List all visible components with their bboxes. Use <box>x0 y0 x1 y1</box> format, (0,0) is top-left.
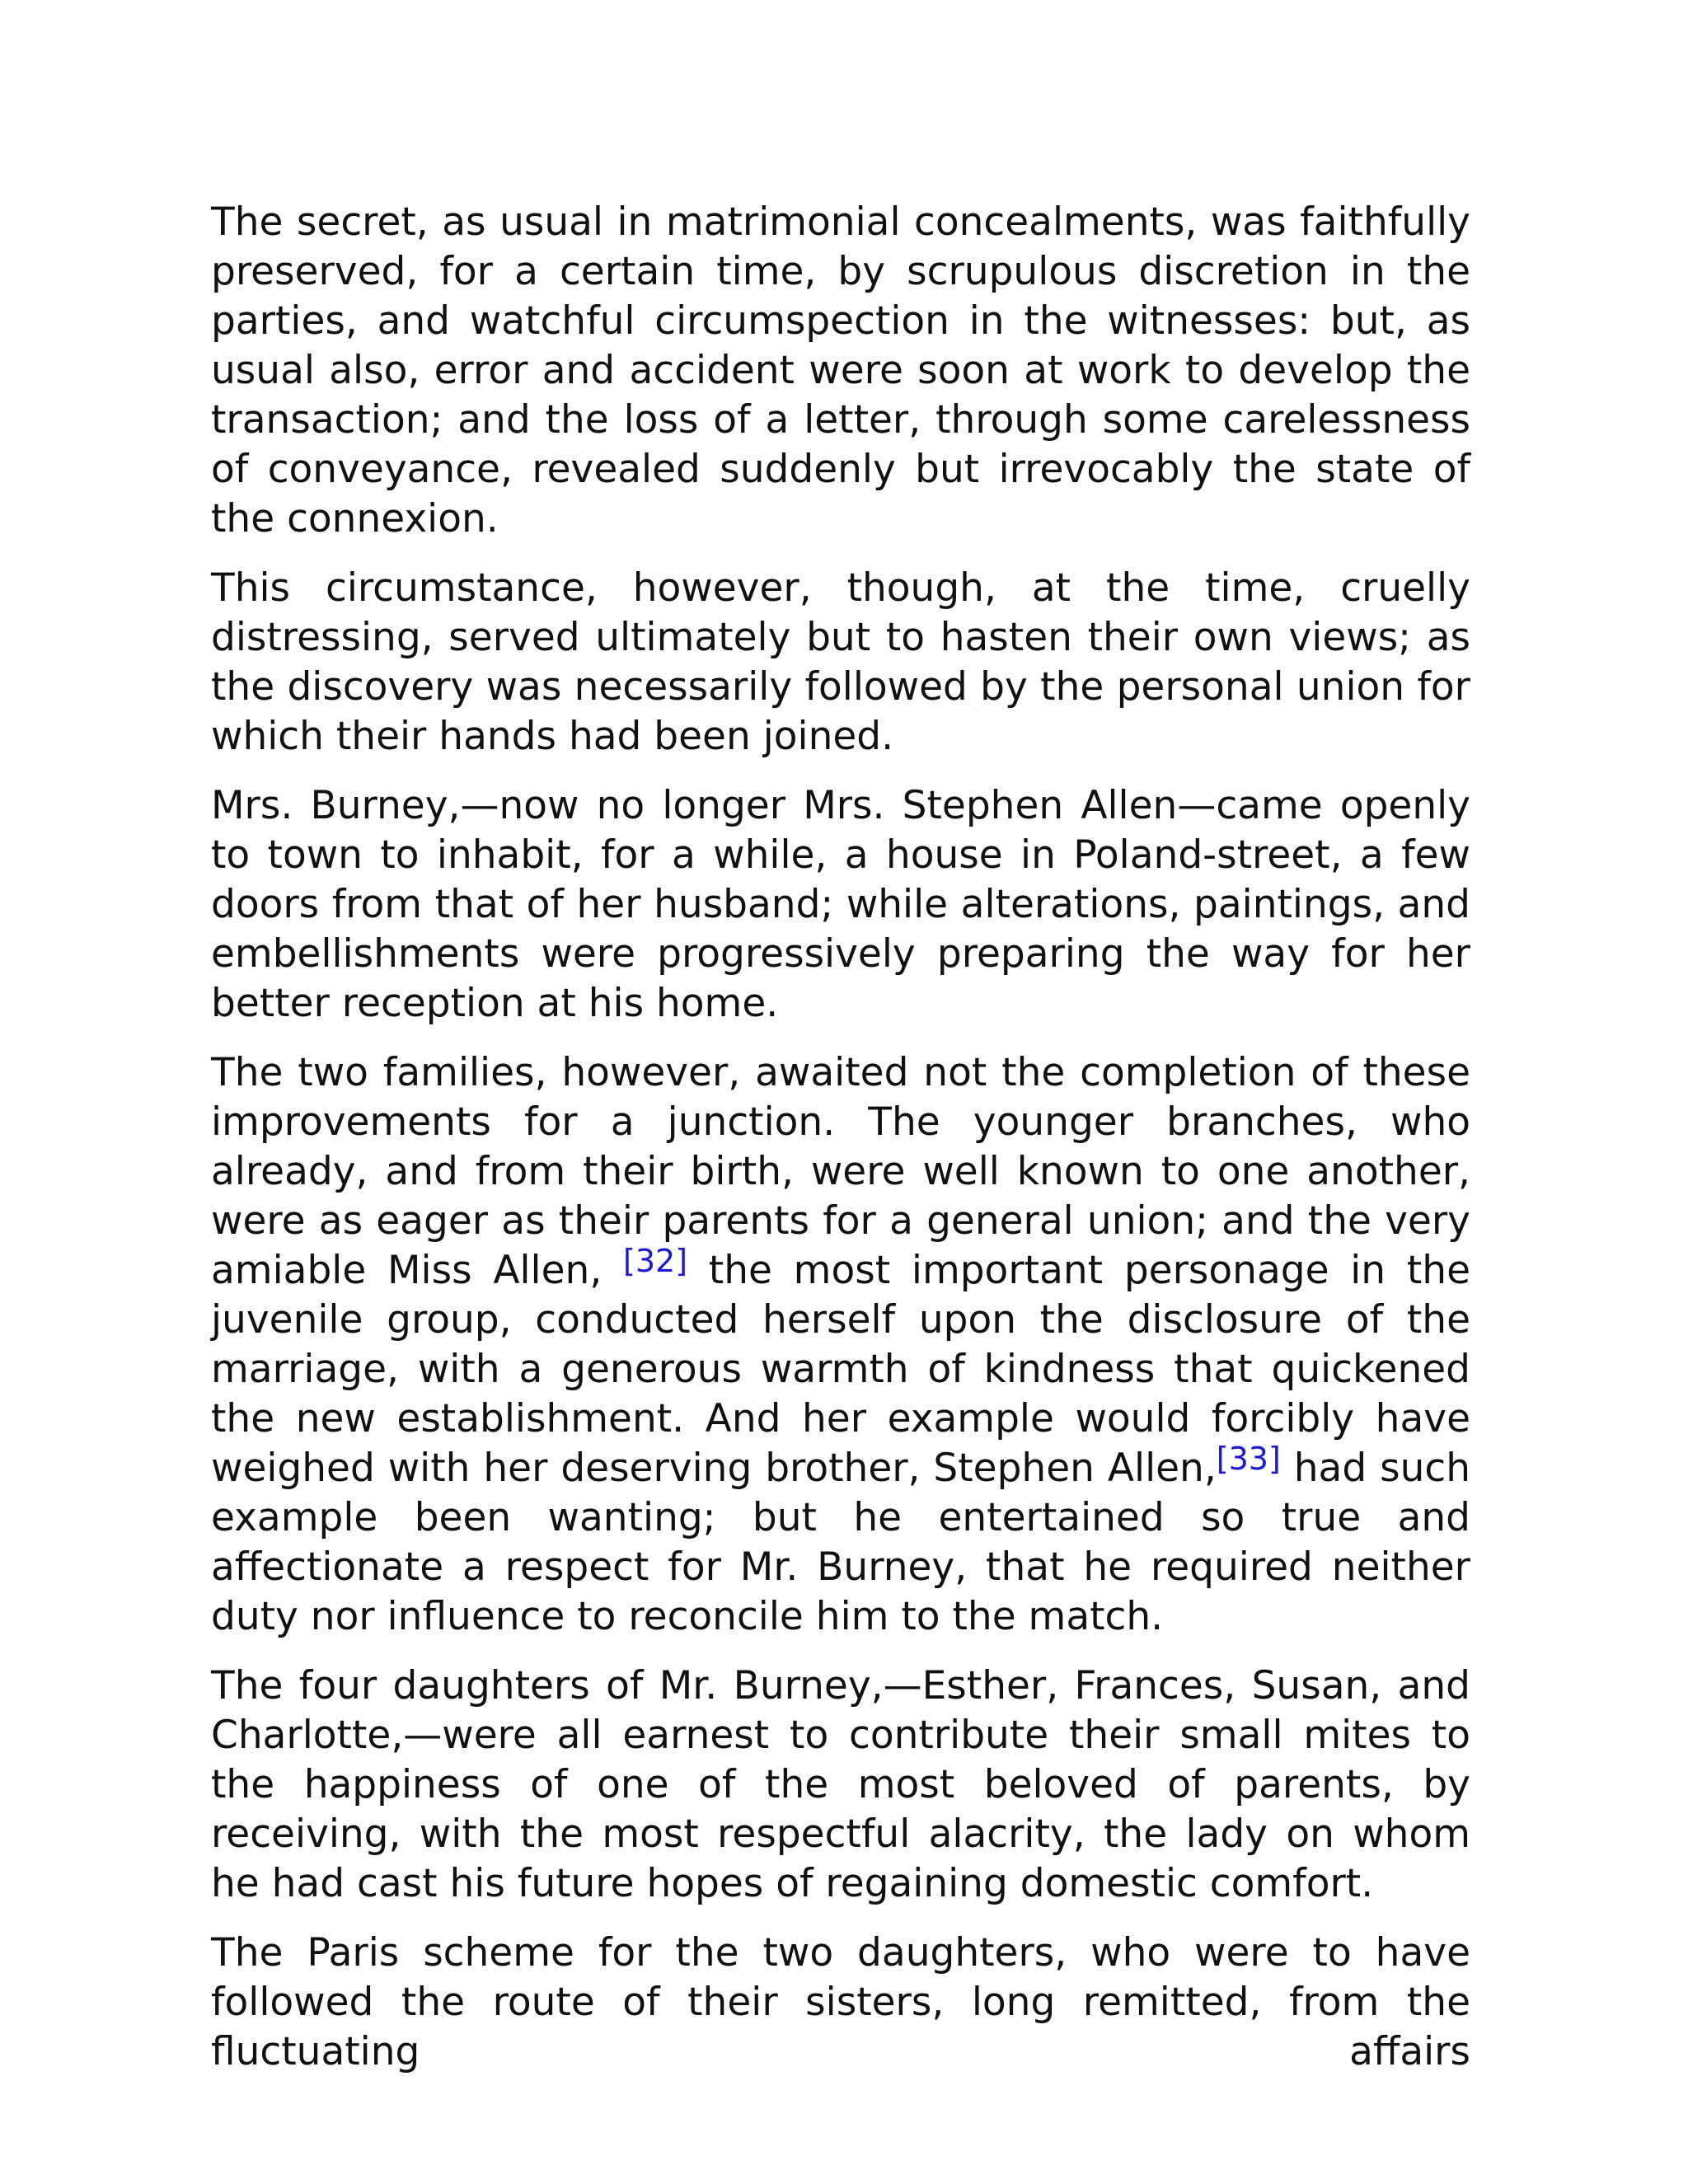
paragraph-4-text-c: had such example been wanting; but he entertained so true and affectionate a respect for Mr. Burney, that he required neither duty nor influence to reconcile him to the match. <box>211 1446 1470 1639</box>
document-page <box>211 198 1470 2097</box>
footnote-link-32[interactable]: [32] <box>623 1243 688 1279</box>
paragraph-1: The secret, as usual in matrimonial concealments, was faithfully preserved, for a certain time, by scrupulous discretion in the parties, and watchful circumspection in the witnesses: but, as usual also, error and accident were soon at work to develop the transaction; and the loss of a letter, through some carelessness of conveyance, revealed suddenly but irrevocably the state of the connexion. <box>211 199 1470 541</box>
paragraph-4 <box>211 1048 1470 1642</box>
paragraph-3: Mrs. Burney,—now no longer Mrs. Stephen Allen—came openly to town to inhabit, for a while, a house in Poland-street, a few doors from that of her husband; while alterations, paintings, and embellishments were progressively preparing the way for her better reception at his home. <box>211 783 1470 1026</box>
paragraph-5: The four daughters of Mr. Burney,—Esther, Frances, Susan, and Charlotte,—were all earnest to contribute their small mites to the happiness of one of the most beloved of parents, by receiving, with the most respectful alacrity, the lady on whom he had cast his future hopes of regaining domestic comfort. <box>211 1663 1470 1906</box>
paragraph-2: This circumstance, however, though, at the time, cruelly distressing, served ultimately but to hasten their own views; as the discovery was necessarily followed by the personal union for which their hands had been joined. <box>211 565 1470 759</box>
footnote-link-33[interactable]: [33] <box>1216 1441 1281 1477</box>
paragraph-4-text-b: the most important personage in the juvenile group, conducted herself upon the disclosure of the marriage, with a generous warmth of kindness that quickened the new establishment. And her example would forcibly have weighed with her deserving brother, Stephen Allen, <box>211 1248 1470 1491</box>
paragraph-6: The Paris scheme for the two daughters, who were to have followed the route of their sisters, long remitted, from the fluctuating affairs <box>211 1930 1470 2074</box>
paragraph-4-text-a: The two families, however, awaited not the completion of these improvements for a junction. The younger branches, who already, and from their birth, were well known to one another, were as eager as their parents for a general union; and the very amiable Miss Allen, <box>211 1050 1470 1293</box>
